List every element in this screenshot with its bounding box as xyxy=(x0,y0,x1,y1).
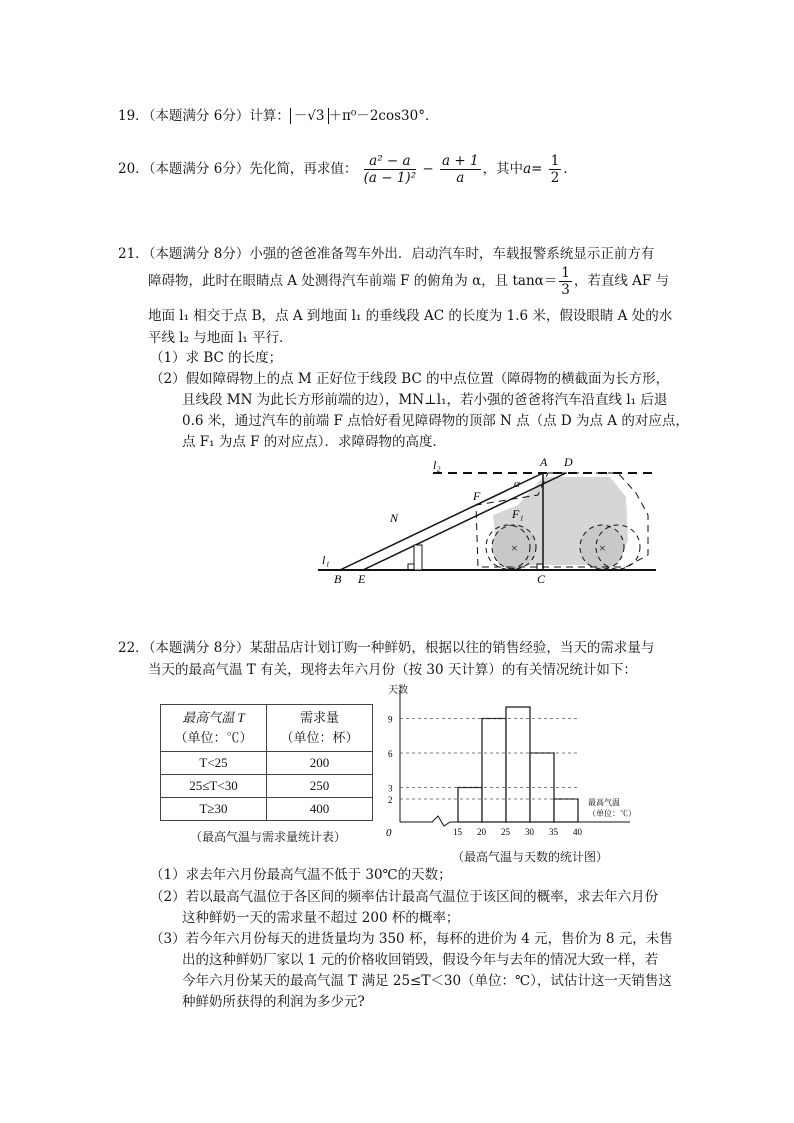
question-19: 19．（本题满分 6分）计算： －√3 ＋π⁰－2cos30°． xyxy=(118,108,439,124)
x-axis-label: 最高气温 xyxy=(588,798,620,807)
q21-part-2b: 且线段 MN 为此长方形前端的边），MN⊥l₁，若小强的爸爸将汽车沿直线 l₁ 后退 xyxy=(182,392,668,408)
y-tick-label: 3 xyxy=(388,783,393,794)
label-alpha: α xyxy=(514,478,520,490)
x-tick-label: 30 xyxy=(525,827,534,837)
y-axis-label: 天数 xyxy=(388,685,408,696)
table-row: 25≤T<30 250 xyxy=(161,775,373,798)
q22-part-1: （1）求去年六月份最高气温不低于 30℃的天数； xyxy=(150,867,452,883)
label-l2: l₂ xyxy=(433,458,441,472)
table-caption: （最高气温与需求量统计表） xyxy=(190,830,347,844)
x-tick-label: 40 xyxy=(573,827,582,837)
histogram-bar xyxy=(506,707,530,822)
q21-line-2: 障碍物，此时在眼睛点 A 处测得汽车前端 F 的俯角为 α，且 tanα＝ $\frac{1}{3}$ ，若直线 AF 与 xyxy=(148,265,670,298)
label-E: E xyxy=(358,572,366,585)
label-B: B xyxy=(334,572,342,585)
svg-text:×: × xyxy=(511,541,518,555)
q22-part-3a: （3）若今年六月份每天的进货量均为 350 杯，每杯的进价为 4 元，售价为 8 元，未售 xyxy=(150,931,673,947)
table-header-temp: 最高气温 T （单位：℃） xyxy=(161,705,267,752)
x-tick-label: 20 xyxy=(477,827,486,837)
q21-line-3: 地面 l₁ 相交于点 B，点 A 到地面 l₁ 的垂线段 AC 的长度为 1.6 米，假设眼睛 A 处的水 xyxy=(148,308,673,324)
q21-line-4: 平线 l₂ 与地面 l₁ 平行． xyxy=(148,330,293,346)
x-tick-label: 35 xyxy=(549,827,558,837)
demand-table xyxy=(160,704,373,821)
label-l1: l₁ xyxy=(322,553,330,567)
tan-fraction: $\frac{1}{3}$ xyxy=(561,265,570,298)
temperature-histogram xyxy=(380,682,640,842)
y-tick-label: 9 xyxy=(388,714,393,725)
q21-part-2a: （2）假如障碍物上的点 M 正好位于线段 BC 的中点位置（障碍物的横截面为长方形， xyxy=(150,371,670,387)
table-row: T<25 200 xyxy=(161,752,373,775)
y-tick-label: 2 xyxy=(388,795,393,805)
q22-line-1: 22．（本题满分 8分）某甜品店计划订购一种鲜奶，根据以往的销售经验，当天的需求量与 xyxy=(118,640,655,656)
q21-figure xyxy=(318,455,658,585)
q22-part-3c: 今年六月份某天的最高气温 T 满足 25≤T＜30（单位：℃），试估计这一天销售这 xyxy=(182,973,672,989)
q22-part-3b: 出的这种鲜奶厂家以 1 元的价格收回销毁，假设今年与去年的情况大致一样，若 xyxy=(182,952,659,968)
q21-line-1: 21．（本题满分 8分）小强的爸爸准备驾车外出．启动汽车时，车载报警系统显示正前方有 xyxy=(118,246,655,262)
histogram-bar xyxy=(482,719,506,823)
q22-part-3d: 种鲜奶所获得的利润为多少元? xyxy=(182,994,365,1010)
label-A: A xyxy=(540,455,548,469)
question-20: 20．（本题满分 6分）先化简，再求值： $\frac{\text{a² − a}}{\text{(a − 1)²}}$ − $\frac{a + 1}{a}$ ，其中a= $\frac{1}{2}$ ． xyxy=(118,153,577,186)
x-tick-label: 15 xyxy=(453,827,462,837)
chart-caption: （最高气温与天数的统计图） xyxy=(452,850,609,864)
table-header-demand: 需求量 （单位：杯） xyxy=(267,705,373,752)
label-F: F xyxy=(473,489,481,503)
q22-line-2: 当天的最高气温 T 有关，现将去年六月份（按 30 天计算）的有关情况统计如下： xyxy=(148,662,637,678)
histogram-bar xyxy=(554,799,578,822)
x-axis-unit: （单位：℃） xyxy=(588,809,636,818)
table-row: T≥30 400 xyxy=(161,798,373,821)
q22-part-2a: （2）若以最高气温位于各区间的频率估计最高气温位于该区间的概率，求去年六月份 xyxy=(150,889,659,905)
label-C: C xyxy=(537,572,546,585)
label-D: D xyxy=(564,455,573,469)
q21-part-2d: 点 F₁ 为点 F 的对应点）．求障碍物的高度． xyxy=(182,434,447,450)
label-F1: F₁ xyxy=(512,507,524,521)
q21-part-1: （1）求 BC 的长度； xyxy=(150,350,283,366)
label-N: N xyxy=(390,511,399,525)
x-tick-label: 25 xyxy=(501,827,510,837)
q21-part-2c: 0.6 米，通过汽车的前端 F 点恰好看见障碍物的顶部 N 点（点 D 为点 A 的对应点， xyxy=(182,413,689,429)
histogram-bar xyxy=(458,788,482,823)
fraction-2: $\frac{a + 1}{a}$ xyxy=(442,153,479,186)
abs-sqrt3: －√3 xyxy=(290,108,329,124)
q22-part-2b: 这种鲜奶一天的需求量不超过 200 杯的概率； xyxy=(182,910,460,926)
svg-text:×: × xyxy=(599,541,606,555)
fraction-1: $\frac{\text{a² − a}}{\text{(a − 1)²}}$ xyxy=(363,153,417,186)
fraction-half: $\frac{1}{2}$ xyxy=(550,153,560,186)
y-tick-label: 6 xyxy=(388,749,393,759)
origin-label: 0 xyxy=(386,827,392,839)
